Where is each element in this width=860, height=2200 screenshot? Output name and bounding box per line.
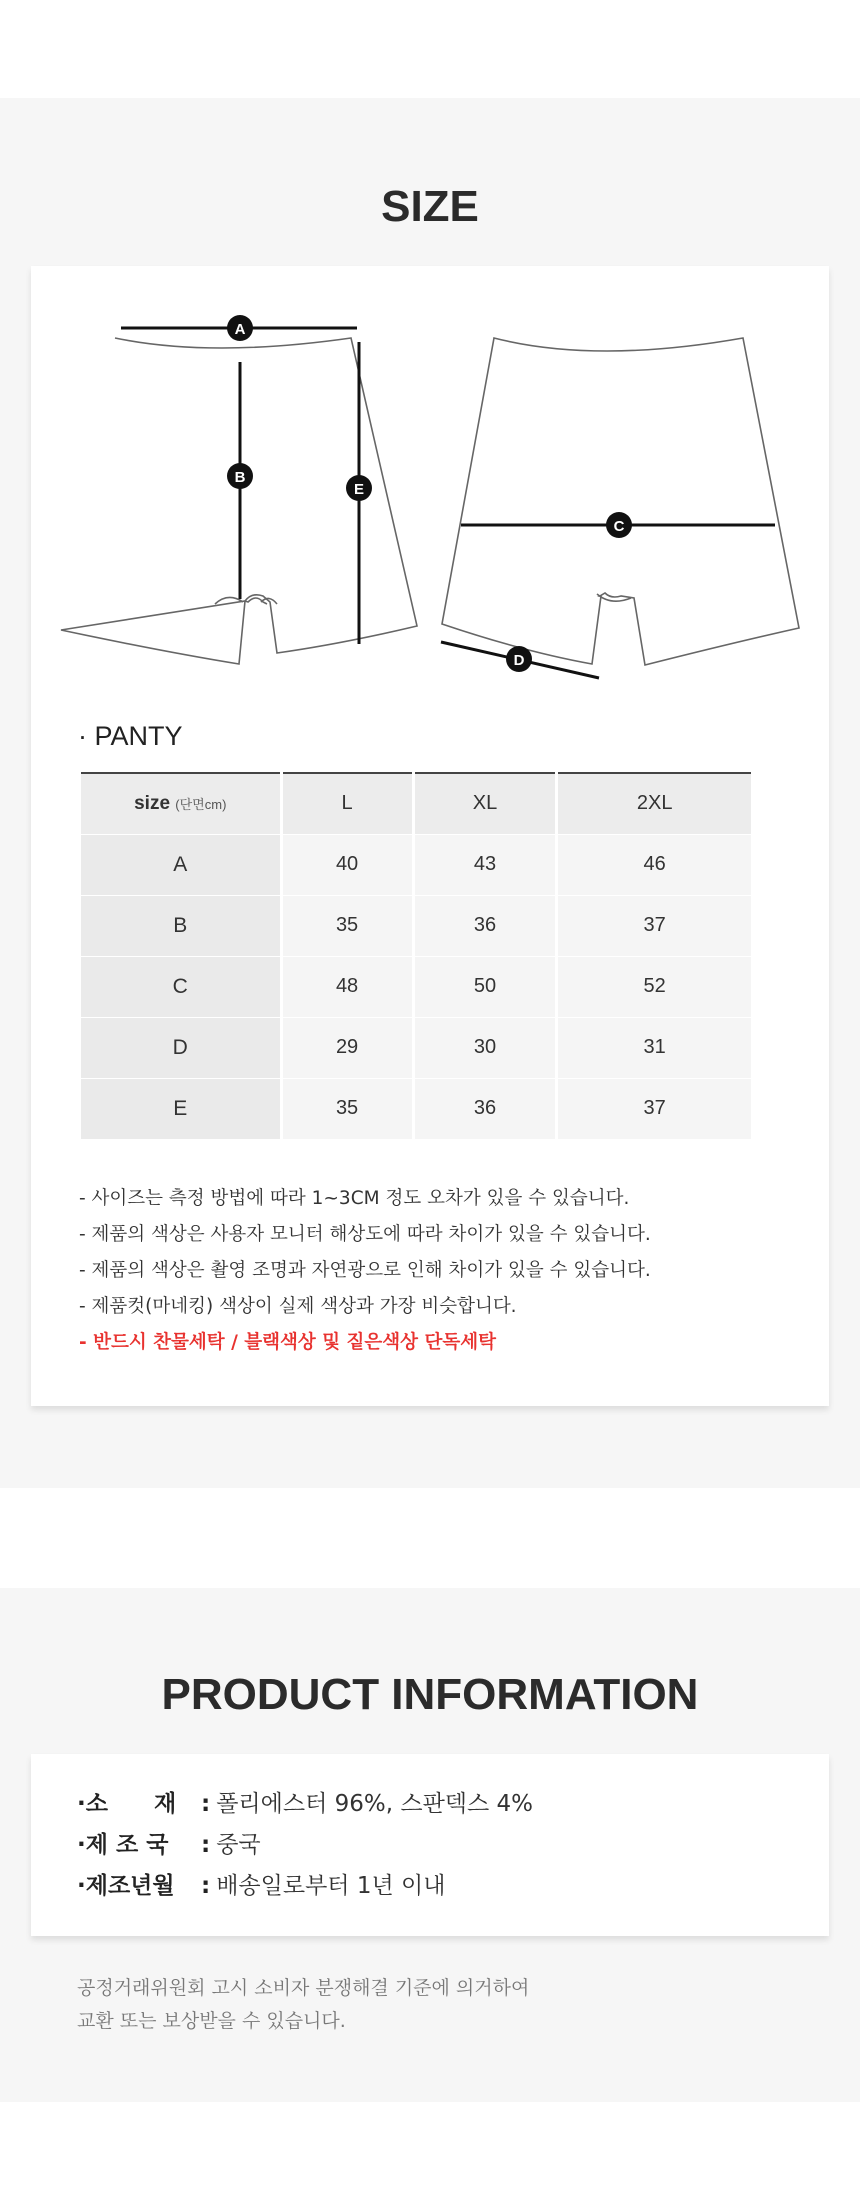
marker-a-label: A	[234, 321, 246, 338]
row-label: D	[81, 1017, 281, 1078]
column-header-l: L	[281, 773, 413, 834]
table-cell: 46	[557, 834, 751, 895]
table-row	[81, 1078, 751, 1139]
info-item-material	[77, 1784, 533, 1825]
table-row	[81, 895, 751, 956]
column-header-2xl: 2XL	[557, 773, 751, 834]
product-info-title: PRODUCT INFORMATION	[161, 1670, 699, 1719]
note-item: - 제품의 색상은 사용자 모니터 해상도에 따라 차이가 있을 수 있습니다.	[79, 1224, 651, 1245]
table-row	[81, 1017, 751, 1078]
table-cell: 43	[413, 834, 557, 895]
table-cell: 29	[281, 1017, 413, 1078]
info-label: ·소 재	[77, 1791, 177, 1817]
marker-d-label: D	[513, 652, 525, 669]
back-view-outline	[442, 338, 799, 665]
table-cell: 31	[557, 1017, 751, 1078]
size-section	[0, 98, 860, 1488]
column-header-xl: XL	[413, 773, 557, 834]
info-value: 폴리에스터 96%, 스판덱스 4%	[216, 1791, 534, 1817]
product-info-card	[31, 1754, 829, 1936]
size-header-label: size	[134, 792, 171, 814]
table-cell: 37	[557, 1078, 751, 1139]
note-item: - 제품의 색상은 촬영 조명과 자연광으로 인해 차이가 있을 수 있습니다.	[79, 1260, 651, 1281]
marker-c-label: C	[613, 518, 625, 535]
marker-e	[346, 475, 372, 501]
marker-e-label: E	[353, 481, 365, 498]
table-row	[81, 834, 751, 895]
row-label: A	[81, 834, 281, 895]
marker-b-label: B	[234, 469, 246, 486]
notice-line-2: 교환 또는 보상받을 수 있습니다.	[77, 2010, 346, 2032]
info-label: ·제조년월	[77, 1873, 175, 1899]
note-item: - 제품컷(마네킹) 색상이 실제 색상과 가장 비슷합니다.	[79, 1296, 517, 1317]
size-header-cell	[81, 773, 281, 834]
table-cell: 52	[557, 956, 751, 1017]
table-cell: 48	[281, 956, 413, 1017]
info-colon: :	[201, 1791, 211, 1817]
size-card	[31, 266, 829, 1406]
table-cell: 35	[281, 1078, 413, 1139]
info-colon: :	[201, 1873, 211, 1899]
row-label: E	[81, 1078, 281, 1139]
info-colon: :	[201, 1832, 211, 1858]
size-table-header-row	[81, 773, 751, 834]
table-cell: 50	[413, 956, 557, 1017]
product-info-section	[0, 1588, 860, 2102]
table-cell: 30	[413, 1017, 557, 1078]
marker-a	[227, 315, 253, 341]
size-header-unit: (단면cm)	[175, 796, 227, 812]
table-cell: 36	[413, 1078, 557, 1139]
size-table	[81, 772, 751, 1140]
row-label: C	[81, 956, 281, 1017]
info-label: ·제 조 국	[77, 1832, 169, 1858]
product-label: · PANTY	[78, 721, 183, 751]
marker-d	[506, 646, 532, 672]
size-diagram	[31, 266, 829, 706]
info-item-manufacture-date	[77, 1866, 533, 1907]
table-cell: 36	[413, 895, 557, 956]
product-info-list	[77, 1784, 533, 1907]
table-cell: 40	[281, 834, 413, 895]
size-title: SIZE	[381, 182, 479, 231]
dispute-notice	[77, 1972, 529, 2038]
notice-line-1: 공정거래위원회 고시 소비자 분쟁해결 기준에 의거하여	[77, 1977, 530, 1999]
table-cell: 37	[557, 895, 751, 956]
info-value: 중국	[216, 1832, 261, 1858]
table-cell: 35	[281, 895, 413, 956]
note-item: - 사이즈는 측정 방법에 따라 1~3CM 정도 오차가 있을 수 있습니다.	[79, 1188, 630, 1209]
marker-c	[606, 512, 632, 538]
info-item-origin	[77, 1825, 533, 1866]
size-notes	[79, 1181, 651, 1361]
table-row	[81, 956, 751, 1017]
row-label: B	[81, 895, 281, 956]
wash-warning: - 반드시 찬물세탁 / 블랙색상 및 짙은색상 단독세탁	[79, 1332, 496, 1353]
marker-b	[227, 463, 253, 489]
info-value: 배송일로부터 1년 이내	[216, 1873, 446, 1899]
